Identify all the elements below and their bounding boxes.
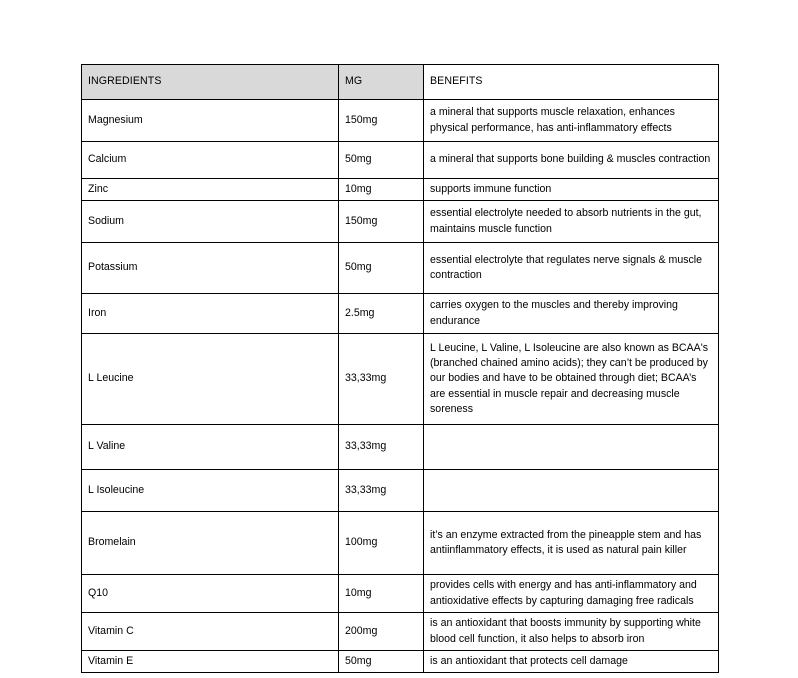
cell-mg: 50mg [339, 651, 424, 673]
cell-benefit: carries oxygen to the muscles and thereby improving endurance [424, 294, 719, 334]
cell-ingredient: Iron [82, 294, 339, 334]
table-header-row [82, 65, 719, 100]
table-header [82, 65, 719, 100]
cell-ingredient: Potassium [82, 243, 339, 294]
cell-mg: 50mg [339, 142, 424, 179]
cell-ingredient: Calcium [82, 142, 339, 179]
table-row [82, 201, 719, 243]
cell-benefit: is an antioxidant that protects cell damage [424, 651, 719, 673]
cell-mg: 33,33mg [339, 425, 424, 470]
table-row [82, 651, 719, 673]
cell-mg: 33,33mg [339, 470, 424, 512]
cell-ingredient: L Valine [82, 425, 339, 470]
table-row [82, 142, 719, 179]
column-header-ingredients: INGREDIENTS [82, 65, 339, 100]
table-row [82, 243, 719, 294]
cell-ingredient: Vitamin E [82, 651, 339, 673]
table-row [82, 575, 719, 613]
cell-ingredient: L Leucine [82, 334, 339, 425]
cell-mg: 50mg [339, 243, 424, 294]
cell-mg: 2.5mg [339, 294, 424, 334]
cell-benefit [424, 470, 719, 512]
cell-ingredient: Vitamin C [82, 613, 339, 651]
cell-mg: 150mg [339, 201, 424, 243]
cell-benefit: essential electrolyte that regulates nerve signals & muscle contraction [424, 243, 719, 294]
cell-ingredient: Bromelain [82, 512, 339, 575]
column-header-mg: MG [339, 65, 424, 100]
table-row [82, 179, 719, 201]
cell-benefit: is an antioxidant that boosts immunity by supporting white blood cell function, it also helps to absorb iron [424, 613, 719, 651]
cell-ingredient: Zinc [82, 179, 339, 201]
table-row [82, 294, 719, 334]
table-row [82, 613, 719, 651]
cell-benefit [424, 425, 719, 470]
table-row [82, 100, 719, 142]
cell-mg: 10mg [339, 575, 424, 613]
column-header-benefits: BENEFITS [424, 65, 719, 100]
cell-mg: 100mg [339, 512, 424, 575]
table-row [82, 470, 719, 512]
cell-benefit: a mineral that supports bone building & muscles contraction [424, 142, 719, 179]
cell-benefit: supports immune function [424, 179, 719, 201]
cell-mg: 200mg [339, 613, 424, 651]
cell-ingredient: Sodium [82, 201, 339, 243]
table-body [82, 100, 719, 673]
cell-benefit: L Leucine, L Valine, L Isoleucine are also known as BCAA's (branched chained amino acids); they can’t be produced by our bodies and have to be obtained through diet; BCAA’s are essential in muscle repair and decreasing muscle soreness [424, 334, 719, 425]
cell-mg: 10mg [339, 179, 424, 201]
cell-benefit: essential electrolyte needed to absorb nutrients in the gut, maintains muscle function [424, 201, 719, 243]
table-row [82, 334, 719, 425]
cell-ingredient: Magnesium [82, 100, 339, 142]
cell-benefit: a mineral that supports muscle relaxation, enhances physical performance, has anti-inflammatory effects [424, 100, 719, 142]
table-row [82, 425, 719, 470]
cell-benefit: provides cells with energy and has anti-inflammatory and antioxidative effects by capturing damaging free radicals [424, 575, 719, 613]
cell-ingredient: Q10 [82, 575, 339, 613]
cell-mg: 150mg [339, 100, 424, 142]
ingredients-table [81, 64, 719, 673]
cell-ingredient: L Isoleucine [82, 470, 339, 512]
cell-mg: 33,33mg [339, 334, 424, 425]
table-row [82, 512, 719, 575]
cell-benefit: it’s an enzyme extracted from the pineapple stem and has antiinflammatory effects, it is used as natural pain killer [424, 512, 719, 575]
